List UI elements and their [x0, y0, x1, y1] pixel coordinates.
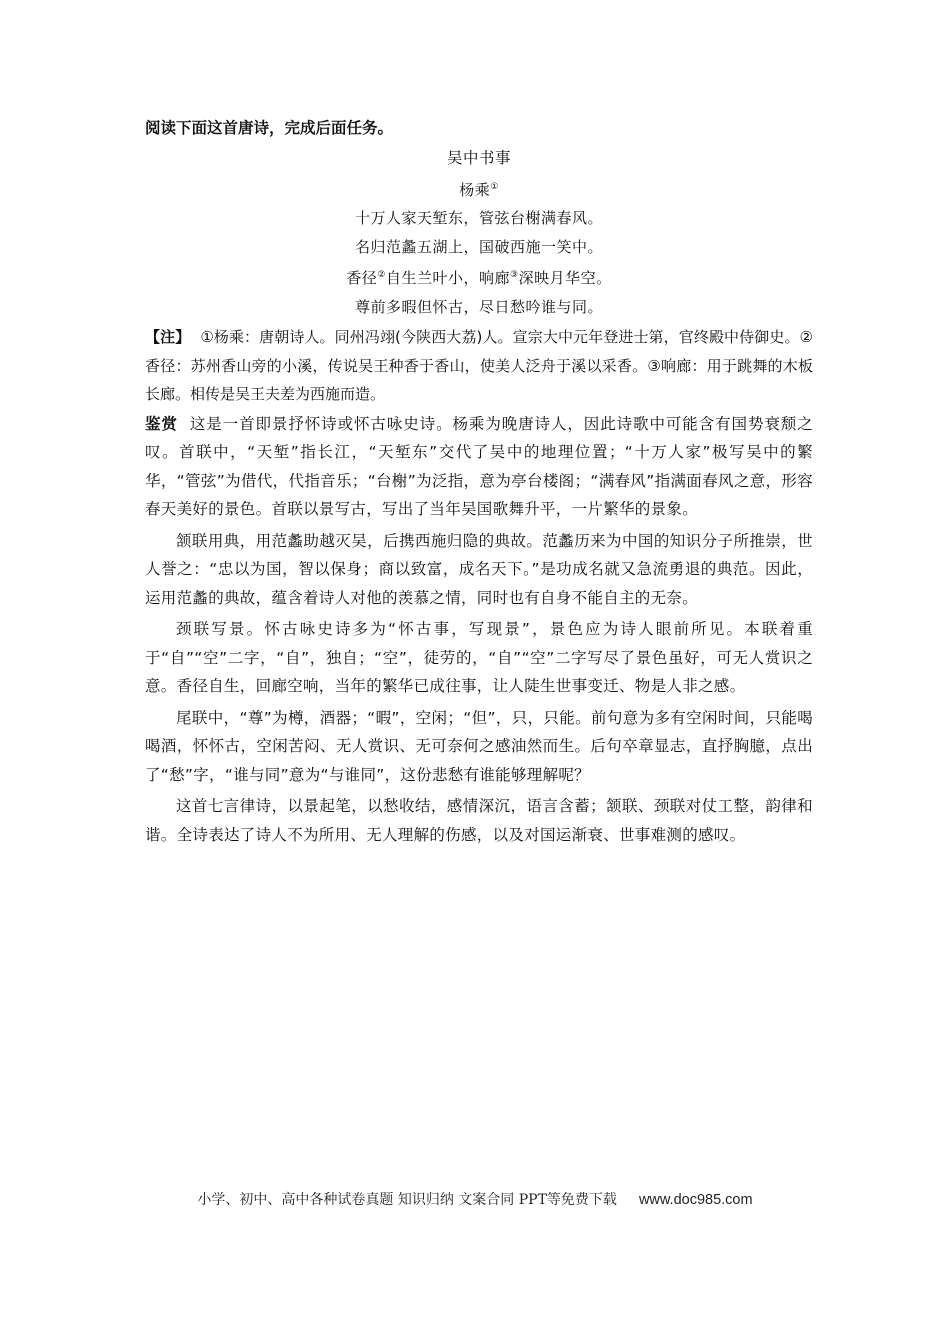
- poem-line-4: 尊前多暇但怀古，尽日愁吟谁与同。: [354, 297, 603, 316]
- appreciation-paragraph-5: 这首七言律诗，以景起笔，以愁收结，感情深沉，语言含蓄；颔联、颈联对仗工整，韵律和谐。全诗表达了诗人不为所用、无人理解的伤感，以及对国运渐衰、世事难测的感叹。: [145, 797, 813, 844]
- appreciation-paragraph-4: 尾联中，“尊”为樽，酒器；“暇”，空闲；“但”，只，只能。前句意为多有空闲时间，只能喝喝酒，怀怀古，空闲苦闷、无人赏识、无可奈何之感油然而生。后句卒章显志，直抒胸臆，点出了“愁”字，“谁与同”意为“与谁同”，这份悲愁有谁能够理解呢？: [145, 708, 813, 784]
- annotation-note: [145, 323, 813, 409]
- poem-line-2: 名归范蠡五湖上，国破西施一笑中。: [354, 237, 603, 256]
- document-content: [145, 114, 813, 849]
- footer-text: 小学、初中、高中各种试卷真题 知识归纳 文案合同 PPT等免费下载: [197, 1192, 617, 1208]
- poem-author-line: [145, 173, 813, 205]
- poem-line-3: [145, 261, 813, 293]
- footer-url: www.doc985.com: [638, 1192, 753, 1208]
- appreciation-paragraph-1: [145, 410, 813, 524]
- appreciation-paragraph-3: 颈联写景。怀古咏史诗多为“怀古事，写现景”，景色应为诗人眼前所见。本联着重于“自”“空”二字，“自”，独自；“空”，徒劳的，“自”“空”二字写尽了景色虽好，可无人赏识之意。香径自生，回廊空响，当年的繁华已成往事，让人陡生世事变迁、物是人非之感。: [145, 620, 813, 695]
- note-label: 【注】: [145, 328, 191, 346]
- poem-line-1: 十万人家天堑东，管弦台榭满春风。: [354, 209, 603, 227]
- task-instruction: 阅读下面这首唐诗，完成后面任务。: [145, 119, 394, 137]
- appreciation-paragraph-2: 颔联用典，用范蠡助越灭吴，后携西施归隐的典故。范蠡历来为中国的知识分子所推崇，世人誉之：“忠以为国，智以保身；商以致富，成名天下。”是功成名就又急流勇退的典范。因此，运用范蠡的典故，蕴含着诗人对他的羡慕之情，同时也有自身不能自主的无奈。: [145, 531, 813, 607]
- poem-line-3-part-c: 深映月华空。: [518, 269, 612, 287]
- note-mark-3: ③: [510, 270, 519, 280]
- poem-author: 杨乘: [459, 180, 491, 199]
- poem-title: 吴中书事: [446, 149, 511, 167]
- appreciation-text-1: 这是一首即景抒怀诗或怀古咏史诗。杨乘为晚唐诗人，因此诗歌中可能含有国势衰颓之叹。首联中，“天堑”指长江，“天堑东”交代了吴中的地理位置；“十万人家”极写吴中的繁华，“管弦”为借代，代指音乐；“台榭”为泛指，意为亭台楼阁；“满春风”指满面春风之意，形容春天美好的景色。首联以景写古，写出了当年吴国歌舞升平，一片繁华的景象。: [145, 414, 814, 518]
- appreciation-label: 鉴赏: [145, 414, 178, 433]
- poem-block: [145, 144, 813, 321]
- page-footer: [0, 1189, 950, 1209]
- poem-line-3-part-a: 香径: [346, 269, 378, 287]
- note-mark-2: ②: [377, 270, 386, 280]
- poem-line-3-part-b: 自生兰叶小，响廊: [385, 269, 510, 287]
- author-note-mark: ①: [490, 181, 499, 192]
- note-text: ①杨乘：唐朝诗人。同州冯翊(今陕西大荔)人。宣宗大中元年登进士第，官终殿中侍御史。②香径：苏州香山旁的小溪，传说吴王种香于香山，使美人泛舟于溪以采香。③响廊：用于跳舞的木板长廊。相传是吴王夫差为西施而造。: [145, 328, 813, 403]
